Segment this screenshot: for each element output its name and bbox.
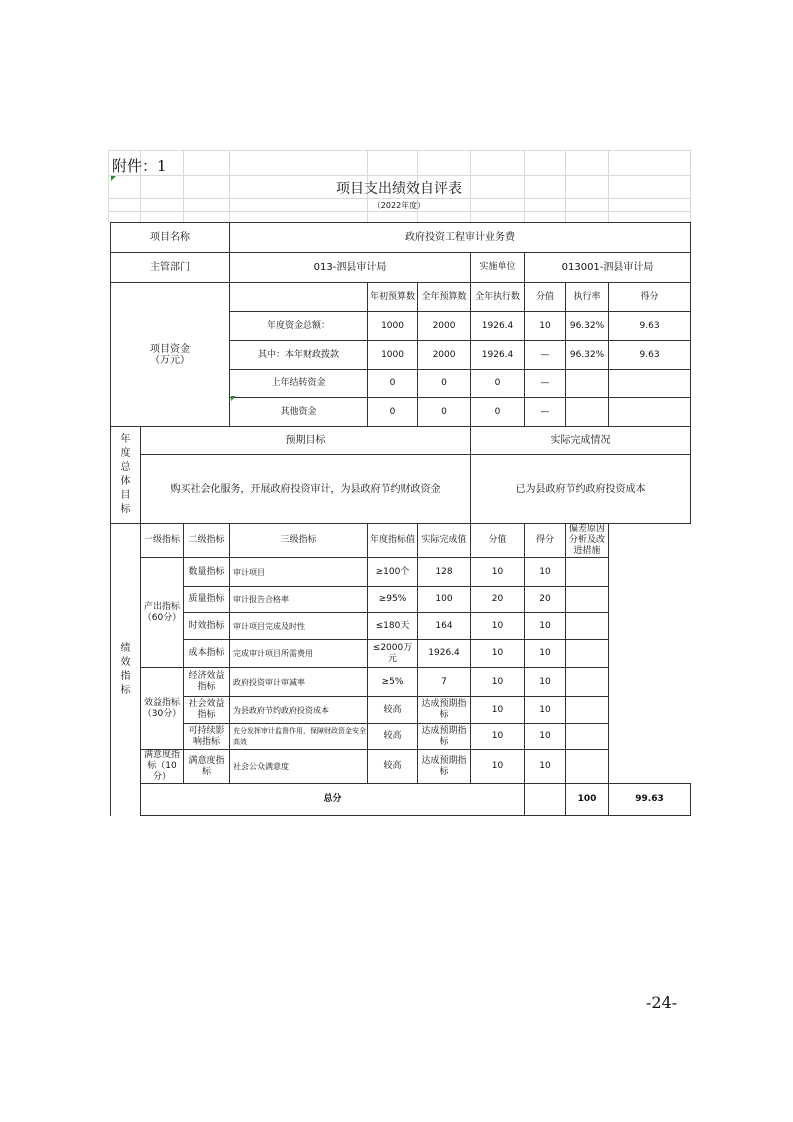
side-char: 标 [120, 684, 131, 696]
indicator-header: 三级指标 [230, 524, 368, 558]
table-row [111, 223, 691, 253]
funds-row-label: 其中：本年财政拨款 [230, 341, 368, 370]
funds-cell: 1000 [368, 312, 418, 341]
funds-cell: 0 [418, 398, 471, 427]
actual-value: 达成预期指标 [418, 750, 471, 784]
funds-cell: — [525, 370, 566, 398]
score-value: 10 [471, 724, 525, 750]
got-value: 10 [525, 668, 566, 697]
actual-value: 128 [418, 558, 471, 587]
funds-cell [566, 370, 609, 398]
cell-comment-marker [111, 176, 116, 181]
total-got-text: 99.63 [635, 794, 664, 804]
funds-label-line2: （万元） [150, 354, 190, 366]
evaluation-table [110, 222, 691, 816]
funds-cell: 9.63 [609, 341, 691, 370]
side-char: 度 [120, 448, 131, 459]
side-char: 目 [120, 490, 131, 501]
empty-cell [230, 283, 368, 312]
funds-row-label: 上年结转资金 [230, 370, 368, 398]
side-char: 绩 [120, 642, 131, 654]
funds-cell: 1926.4 [471, 312, 525, 341]
actual-value: 164 [418, 613, 471, 640]
funds-header: 执行率 [566, 283, 609, 312]
deviation-cell [566, 558, 609, 587]
score-value: 10 [471, 750, 525, 784]
got-value: 10 [525, 613, 566, 640]
project-name-label: 项目名称 [111, 223, 230, 253]
actual-value: 100 [418, 587, 471, 613]
total-label-text: 总分 [323, 794, 342, 804]
level1-indicator: 产出指标（60分） [141, 558, 184, 668]
table-row [111, 724, 691, 750]
deviation-cell [566, 750, 609, 784]
funds-cell: — [525, 398, 566, 427]
grid-line [108, 211, 690, 212]
got-value: 10 [525, 558, 566, 587]
funds-cell: 2000 [418, 341, 471, 370]
level2-indicator: 成本指标 [184, 640, 230, 668]
got-value: 10 [525, 697, 566, 724]
funds-header: 得分 [609, 283, 691, 312]
indicator-header: 实际完成值 [418, 524, 471, 558]
got-value: 10 [525, 640, 566, 668]
level3-indicator: 社会公众满意度 [230, 750, 368, 784]
actual-completion-label: 实际完成情况 [471, 427, 691, 455]
attachment-label: 附件：1 [112, 157, 167, 175]
total-score-text: 100 [577, 794, 597, 804]
page-number: -24- [646, 993, 678, 1012]
target-value: ≥5% [368, 668, 418, 697]
table-row [111, 558, 691, 587]
funds-label-line1: 项目资金 [150, 343, 190, 355]
total-score [566, 784, 609, 816]
actual-value: 1926.4 [418, 640, 471, 668]
impl-unit-label: 实施单位 [471, 253, 525, 283]
table-row [111, 668, 691, 697]
table-row [111, 455, 691, 524]
level2-indicator: 满意度指标 [184, 750, 230, 784]
indicator-header: 一级指标 [141, 524, 184, 558]
impl-unit-value: 013001-泗县审计局 [525, 253, 691, 283]
indicator-header: 偏差原因分析及改进措施 [566, 524, 609, 558]
actual-value: 达成预期指标 [418, 724, 471, 750]
target-value: 较高 [368, 750, 418, 784]
level3-indicator: 政府投资审计审减率 [230, 668, 368, 697]
funds-cell: 0 [368, 370, 418, 398]
funds-label [111, 283, 230, 427]
target-value: ≤2000万元 [368, 640, 418, 668]
level2-indicator: 质量指标 [184, 587, 230, 613]
funds-header: 全年执行数 [471, 283, 525, 312]
actual-value: 达成预期指标 [418, 697, 471, 724]
level2-indicator: 数量指标 [184, 558, 230, 587]
target-value: ≤180天 [368, 613, 418, 640]
deviation-cell [566, 724, 609, 750]
performance-side-label [111, 524, 141, 816]
funds-cell: 9.63 [609, 312, 691, 341]
grid-line [108, 150, 690, 151]
form-title: 项目支出绩效自评表 [336, 181, 462, 197]
grid-line [108, 198, 690, 199]
funds-cell: 96.32% [566, 312, 609, 341]
side-char: 体 [120, 476, 131, 487]
table-row [111, 613, 691, 640]
funds-cell: 0 [418, 370, 471, 398]
funds-row-label: 年度资金总额： [230, 312, 368, 341]
funds-cell: 0 [471, 398, 525, 427]
score-value: 10 [471, 697, 525, 724]
level3-indicator: 审计报告合格率 [230, 587, 368, 613]
indicator-header: 二级指标 [184, 524, 230, 558]
level3-indicator: 完成审计项目所需费用 [230, 640, 368, 668]
got-value: 10 [525, 750, 566, 784]
expected-goal-value: 购买社会化服务，开展政府投资审计，为县政府节约财政资金 [141, 455, 471, 524]
indicator-header: 分值 [471, 524, 525, 558]
deviation-cell [566, 613, 609, 640]
target-value: 较高 [368, 697, 418, 724]
empty-cell [525, 784, 566, 816]
table-row [111, 587, 691, 613]
funds-cell: 0 [368, 398, 418, 427]
got-value: 10 [525, 724, 566, 750]
table-row [111, 524, 691, 558]
target-value: ≥100个 [368, 558, 418, 587]
funds-cell: 1000 [368, 341, 418, 370]
score-value: 20 [471, 587, 525, 613]
annual-goal-side-label [111, 427, 141, 524]
level2-indicator: 社会效益指标 [184, 697, 230, 724]
total-label [141, 784, 525, 816]
funds-cell: 10 [525, 312, 566, 341]
side-char: 指 [120, 670, 131, 682]
table-row [111, 750, 691, 784]
score-value: 10 [471, 558, 525, 587]
funds-cell: 2000 [418, 312, 471, 341]
target-value: 较高 [368, 724, 418, 750]
side-char: 年 [120, 434, 131, 445]
funds-cell: — [525, 341, 566, 370]
score-value: 10 [471, 668, 525, 697]
funds-header: 分值 [525, 283, 566, 312]
indicator-header: 得分 [525, 524, 566, 558]
target-value: ≥95% [368, 587, 418, 613]
side-char: 效 [120, 656, 131, 668]
level3-indicator: 审计项目完成及时性 [230, 613, 368, 640]
table-row [111, 283, 691, 312]
table-row [111, 784, 691, 816]
level3-indicator: 为县政府节约政府投资成本 [230, 697, 368, 724]
level3-indicator: 审计项目 [230, 558, 368, 587]
level1-indicator: 效益指标（30分） [141, 668, 184, 750]
expected-goal-label: 预期目标 [141, 427, 471, 455]
table-row [111, 640, 691, 668]
level3-indicator: 充分发挥审计监督作用，保障财政资金安全高效 [230, 724, 368, 750]
project-name-value: 政府投资工程审计业务费 [230, 223, 691, 253]
deviation-cell [566, 640, 609, 668]
funds-row-label: 其他资金 [230, 398, 368, 427]
funds-header: 年初预算数 [368, 283, 418, 312]
actual-value: 7 [418, 668, 471, 697]
table-row [111, 427, 691, 455]
level2-indicator: 经济效益指标 [184, 668, 230, 697]
deviation-cell [566, 697, 609, 724]
form-subtitle: （2022年度） [372, 201, 426, 210]
side-char: 标 [120, 504, 131, 515]
level1-indicator: 满意度指标（10分） [141, 750, 184, 784]
funds-cell [566, 398, 609, 427]
actual-completion-value: 已为县政府节约政府投资成本 [471, 455, 691, 524]
level2-indicator: 可持续影响指标 [184, 724, 230, 750]
table-row [111, 253, 691, 283]
score-value: 10 [471, 613, 525, 640]
funds-cell [609, 398, 691, 427]
funds-cell: 1926.4 [471, 341, 525, 370]
table-row [111, 697, 691, 724]
grid-line [690, 150, 691, 222]
deviation-cell [566, 587, 609, 613]
funds-cell: 0 [471, 370, 525, 398]
dept-label: 主管部门 [111, 253, 230, 283]
level2-indicator: 时效指标 [184, 613, 230, 640]
dept-value: 013-泗县审计局 [230, 253, 471, 283]
score-value: 10 [471, 640, 525, 668]
cell-comment-marker [231, 396, 236, 401]
indicator-header: 年度指标值 [368, 524, 418, 558]
side-char: 总 [120, 462, 131, 473]
funds-cell [609, 370, 691, 398]
got-value: 20 [525, 587, 566, 613]
grid-line [108, 175, 690, 176]
total-got [609, 784, 691, 816]
funds-cell: 96.32% [566, 341, 609, 370]
deviation-cell [566, 668, 609, 697]
funds-header: 全年预算数 [418, 283, 471, 312]
